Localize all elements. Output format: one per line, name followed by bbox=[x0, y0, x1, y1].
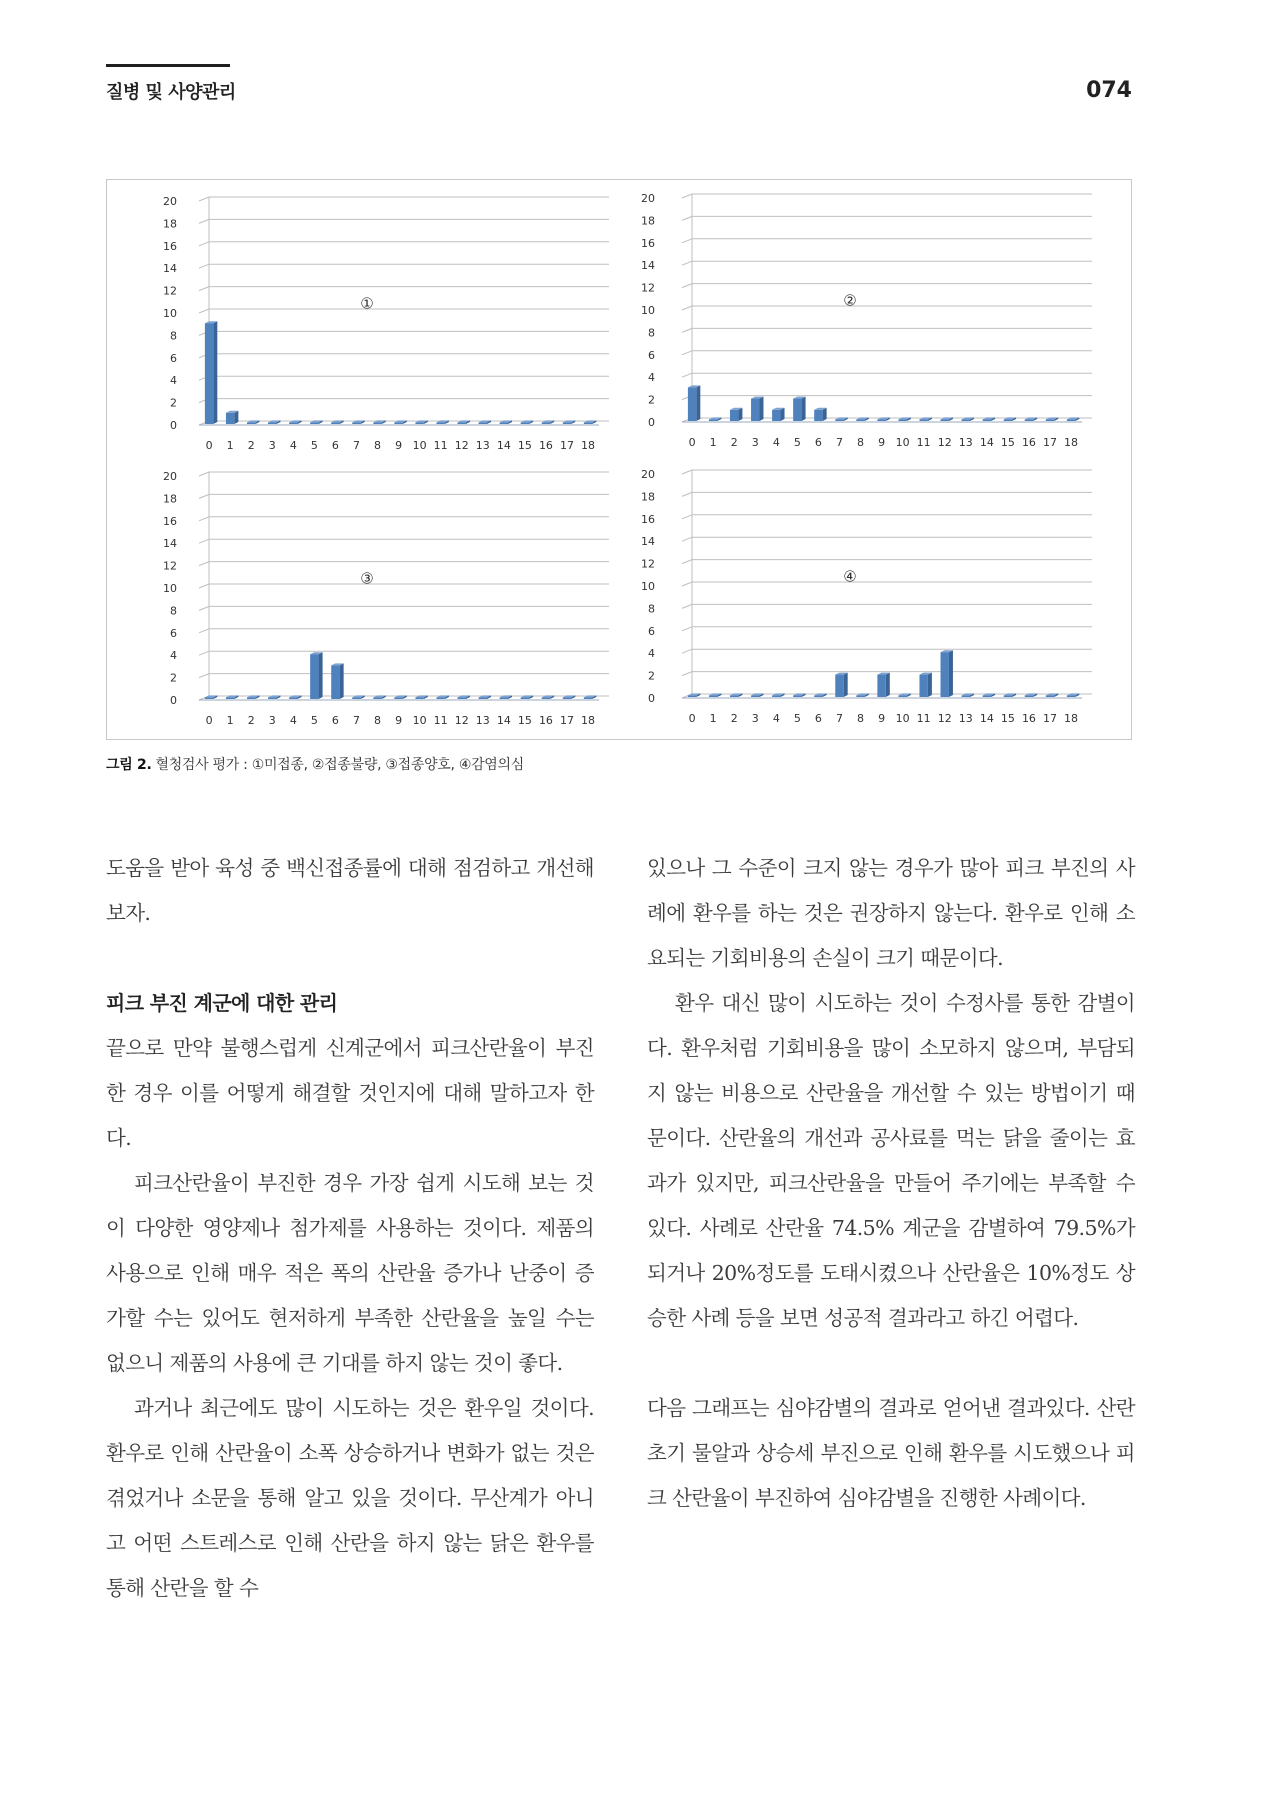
bar bbox=[941, 419, 949, 421]
bar-side bbox=[696, 385, 700, 421]
bar-side bbox=[802, 397, 806, 421]
x-tick-label: 10 bbox=[412, 439, 427, 452]
bar bbox=[394, 697, 402, 699]
bar bbox=[436, 422, 444, 424]
y-tick-label: 6 bbox=[648, 348, 655, 362]
x-tick-label: 2 bbox=[247, 714, 255, 727]
bar bbox=[877, 419, 885, 421]
panel-label: ① bbox=[360, 294, 374, 313]
y-tick-label: 2 bbox=[648, 393, 655, 407]
y-tick-label: 14 bbox=[641, 535, 655, 549]
gridline-slant bbox=[682, 284, 692, 288]
x-tick-label: 13 bbox=[958, 436, 973, 449]
bar bbox=[268, 422, 276, 424]
y-tick-label: 16 bbox=[163, 514, 177, 528]
bar bbox=[310, 422, 318, 424]
x-tick-label: 4 bbox=[772, 436, 780, 449]
gridline-slant bbox=[682, 194, 692, 198]
bar bbox=[373, 697, 381, 699]
y-tick-label: 6 bbox=[648, 624, 655, 638]
bar bbox=[331, 665, 339, 699]
bar bbox=[500, 697, 508, 699]
x-tick-label: 15 bbox=[517, 714, 532, 727]
gridline-slant bbox=[199, 674, 209, 678]
bar bbox=[542, 422, 550, 424]
bar bbox=[983, 695, 991, 697]
x-tick-label: 16 bbox=[1021, 712, 1036, 725]
bar bbox=[1046, 695, 1054, 697]
bar bbox=[268, 697, 276, 699]
x-tick-label: 4 bbox=[289, 439, 297, 452]
bar bbox=[563, 697, 571, 699]
x-tick-label: 6 bbox=[331, 439, 339, 452]
x-tick-label: 14 bbox=[496, 714, 511, 727]
x-tick-label: 0 bbox=[688, 712, 696, 725]
y-tick-label: 4 bbox=[170, 374, 177, 388]
gridline-slant bbox=[199, 219, 209, 223]
gridline-slant bbox=[682, 216, 692, 220]
left-paragraph-2: 끝으로 만약 불행스럽게 신계군에서 피크산란율이 부진한 경우 이를 어떻게 해결할 것인지에 대해 말하고자 한다. bbox=[106, 1036, 594, 1150]
y-tick-label: 0 bbox=[648, 692, 655, 705]
bar bbox=[793, 399, 801, 421]
bar bbox=[688, 387, 696, 421]
right-paragraph-3: 다음 그래프는 심야감별의 결과로 얻어낸 결과있다. 산란초기 물알과 상승세 부진으로 인해 환우를 시도했으나 피크 산란율이 부진하여 심야감별을 진행한 사례이다. bbox=[647, 1396, 1135, 1510]
bar bbox=[373, 422, 381, 424]
x-tick-label: 5 bbox=[793, 712, 801, 725]
x-tick-label: 6 bbox=[331, 714, 339, 727]
bar bbox=[226, 413, 234, 424]
gridline-slant bbox=[682, 515, 692, 519]
bar bbox=[688, 695, 696, 697]
x-tick-label: 3 bbox=[268, 714, 276, 727]
y-tick-label: 8 bbox=[170, 329, 177, 343]
bar bbox=[772, 410, 780, 421]
gridline-slant bbox=[199, 606, 209, 610]
gridline-slant bbox=[682, 560, 692, 564]
bar bbox=[709, 695, 717, 697]
y-tick-label: 16 bbox=[641, 236, 655, 250]
x-tick-label: 3 bbox=[751, 712, 759, 725]
bar bbox=[205, 323, 213, 424]
x-tick-label: 5 bbox=[310, 714, 318, 727]
x-tick-label: 1 bbox=[226, 439, 234, 452]
left-paragraph-3: 피크산란율이 부진한 경우 가장 쉽게 시도해 보는 것이 다양한 영양제나 첨가제를 사용하는 것이다. 제품의 사용으로 인해 매우 적은 폭의 산란율 증가나 난중이 증가할 수는 있어도 현저하게 부족한 산란율을 높일 수는 없으니 제품의 사용에 큰 기대를 하지 않는 것이 좋다. bbox=[106, 1171, 594, 1375]
x-tick-label: 1 bbox=[226, 714, 234, 727]
x-tick-label: 18 bbox=[581, 439, 596, 452]
bar-side bbox=[886, 673, 890, 697]
bar bbox=[205, 697, 213, 699]
bar-side bbox=[234, 411, 238, 424]
bar bbox=[458, 697, 466, 699]
x-tick-label: 17 bbox=[560, 439, 574, 452]
bar bbox=[772, 695, 780, 697]
bar bbox=[962, 419, 970, 421]
y-tick-label: 10 bbox=[163, 582, 177, 595]
y-tick-label: 0 bbox=[648, 416, 655, 429]
gridline-slant bbox=[682, 537, 692, 541]
x-tick-label: 1 bbox=[709, 712, 717, 725]
bar bbox=[962, 695, 970, 697]
bar bbox=[1067, 695, 1075, 697]
bar-side bbox=[781, 408, 785, 421]
y-tick-label: 12 bbox=[163, 559, 177, 573]
x-tick-label: 17 bbox=[560, 714, 574, 727]
bar bbox=[898, 695, 906, 697]
bar bbox=[289, 422, 297, 424]
y-tick-label: 18 bbox=[163, 217, 177, 231]
x-tick-label: 16 bbox=[538, 714, 553, 727]
x-tick-label: 15 bbox=[517, 439, 532, 452]
y-tick-label: 6 bbox=[170, 351, 177, 365]
x-tick-label: 12 bbox=[937, 436, 952, 449]
x-tick-label: 11 bbox=[916, 436, 931, 449]
bar bbox=[856, 419, 864, 421]
panel-label: ④ bbox=[843, 567, 857, 586]
x-tick-label: 5 bbox=[793, 436, 801, 449]
header-rule bbox=[106, 64, 230, 67]
gridline-slant bbox=[199, 562, 209, 566]
x-tick-label: 1 bbox=[709, 436, 717, 449]
x-tick-label: 17 bbox=[1043, 712, 1057, 725]
bar bbox=[352, 697, 360, 699]
panel-label: ③ bbox=[360, 569, 374, 588]
x-tick-label: 10 bbox=[895, 712, 910, 725]
x-tick-label: 4 bbox=[289, 714, 297, 727]
x-tick-label: 18 bbox=[1064, 712, 1079, 725]
gridline-slant bbox=[199, 494, 209, 498]
bar bbox=[941, 652, 949, 697]
x-tick-label: 12 bbox=[454, 439, 469, 452]
y-tick-label: 4 bbox=[648, 647, 655, 661]
bar bbox=[1067, 419, 1075, 421]
bar bbox=[542, 697, 550, 699]
x-tick-label: 2 bbox=[730, 712, 738, 725]
y-tick-label: 10 bbox=[163, 307, 177, 320]
section-heading: 피크 부진 계군에 대한 관리 bbox=[106, 991, 338, 1015]
gridline-slant bbox=[682, 627, 692, 631]
gridline-slant bbox=[682, 351, 692, 355]
x-tick-label: 13 bbox=[475, 714, 490, 727]
y-tick-label: 6 bbox=[170, 626, 177, 640]
x-tick-label: 8 bbox=[374, 714, 382, 727]
gridline-slant bbox=[199, 629, 209, 633]
gridline-slant bbox=[682, 470, 692, 474]
bar bbox=[310, 654, 318, 699]
x-tick-label: 6 bbox=[814, 436, 822, 449]
gridline-slant bbox=[199, 242, 209, 246]
y-tick-label: 12 bbox=[641, 557, 655, 571]
bar bbox=[247, 422, 255, 424]
x-tick-label: 4 bbox=[772, 712, 780, 725]
x-tick-label: 7 bbox=[352, 714, 360, 727]
page-number: 074 bbox=[1086, 78, 1132, 103]
bar bbox=[415, 422, 423, 424]
bar-side bbox=[319, 652, 323, 699]
x-tick-label: 17 bbox=[1043, 436, 1057, 449]
x-tick-label: 11 bbox=[433, 714, 448, 727]
x-tick-label: 15 bbox=[1000, 436, 1015, 449]
panel-label: ② bbox=[843, 291, 857, 310]
y-tick-label: 10 bbox=[641, 304, 655, 317]
gridline-slant bbox=[199, 584, 209, 588]
bar bbox=[563, 422, 571, 424]
y-tick-label: 20 bbox=[641, 468, 655, 481]
bar bbox=[500, 422, 508, 424]
y-tick-label: 14 bbox=[641, 259, 655, 273]
bar bbox=[983, 419, 991, 421]
gridline-slant bbox=[199, 287, 209, 291]
section-title: 질병 및 사양관리 bbox=[106, 82, 236, 103]
x-tick-label: 7 bbox=[835, 712, 843, 725]
x-tick-label: 14 bbox=[496, 439, 511, 452]
gridline-slant bbox=[682, 492, 692, 496]
bar bbox=[814, 695, 822, 697]
bar bbox=[1046, 419, 1054, 421]
x-tick-label: 9 bbox=[395, 714, 403, 727]
gridline-slant bbox=[199, 472, 209, 476]
x-tick-label: 18 bbox=[1064, 436, 1079, 449]
x-tick-label: 2 bbox=[247, 439, 255, 452]
bar bbox=[352, 422, 360, 424]
bar bbox=[584, 697, 592, 699]
right-column bbox=[647, 846, 1135, 1521]
y-tick-label: 20 bbox=[163, 470, 177, 483]
x-tick-label: 16 bbox=[1021, 436, 1036, 449]
y-tick-label: 20 bbox=[641, 192, 655, 205]
x-tick-label: 8 bbox=[857, 712, 865, 725]
bar bbox=[479, 422, 487, 424]
y-tick-label: 0 bbox=[170, 419, 177, 432]
bar bbox=[1025, 419, 1033, 421]
x-tick-label: 14 bbox=[979, 712, 994, 725]
gridline-slant bbox=[682, 328, 692, 332]
x-tick-label: 13 bbox=[958, 712, 973, 725]
figure-caption-label: 그림 2. bbox=[106, 757, 152, 773]
x-tick-label: 2 bbox=[730, 436, 738, 449]
bar-side bbox=[949, 650, 953, 697]
left-paragraph-4: 과거나 최근에도 많이 시도하는 것은 환우일 것이다. 환우로 인해 산란율이 소폭 상승하거나 변화가 없는 것은 겪었거나 소문을 통해 알고 있을 것이다. 무산계가 아니고 어떤 스트레스로 인해 산란을 하지 않는 닭은 환우를 통해 산란을 할 수 bbox=[106, 1396, 594, 1600]
y-tick-label: 18 bbox=[163, 492, 177, 506]
bar-side bbox=[823, 408, 827, 421]
gridline-slant bbox=[682, 373, 692, 377]
x-tick-label: 0 bbox=[205, 439, 213, 452]
bar-side bbox=[928, 673, 932, 697]
x-tick-label: 18 bbox=[581, 714, 596, 727]
y-tick-label: 18 bbox=[641, 214, 655, 228]
bar bbox=[919, 675, 927, 697]
right-paragraph-1: 있으나 그 수준이 크지 않는 경우가 많아 피크 부진의 사례에 환우를 하는 것은 권장하지 않는다. 환우로 인해 소요되는 기회비용의 손실이 크기 때문이다. bbox=[647, 856, 1135, 970]
y-tick-label: 18 bbox=[641, 490, 655, 504]
gridline-slant bbox=[199, 197, 209, 201]
y-tick-label: 4 bbox=[170, 649, 177, 663]
y-tick-label: 8 bbox=[170, 604, 177, 618]
bar bbox=[458, 422, 466, 424]
gridline-slant bbox=[682, 604, 692, 608]
bar bbox=[415, 697, 423, 699]
bar bbox=[521, 422, 529, 424]
y-tick-label: 4 bbox=[648, 371, 655, 385]
bar bbox=[877, 675, 885, 697]
bar-side bbox=[213, 321, 217, 424]
x-tick-label: 9 bbox=[878, 712, 886, 725]
bar bbox=[751, 399, 759, 421]
y-tick-label: 14 bbox=[163, 537, 177, 551]
bar-side bbox=[844, 673, 848, 697]
bar bbox=[247, 697, 255, 699]
gridline-slant bbox=[199, 539, 209, 543]
gridline-slant bbox=[682, 306, 692, 310]
bar bbox=[1025, 695, 1033, 697]
gridline-slant bbox=[682, 582, 692, 586]
x-tick-label: 13 bbox=[475, 439, 490, 452]
bar bbox=[814, 410, 822, 421]
x-tick-label: 10 bbox=[412, 714, 427, 727]
y-tick-label: 2 bbox=[648, 669, 655, 683]
y-tick-label: 14 bbox=[163, 262, 177, 276]
bar bbox=[521, 697, 529, 699]
bar bbox=[226, 697, 234, 699]
x-tick-label: 7 bbox=[352, 439, 360, 452]
right-paragraph-2: 환우 대신 많이 시도하는 것이 수정사를 통한 감별이다. 환우처럼 기회비용을 많이 소모하지 않으며, 부담되지 않는 비용으로 산란율을 개선할 수 있는 방법이기 때문이다. 산란율의 개선과 공사료를 먹는 닭을 줄이는 효과가 있지만, 피크산란율을 만들어 주기에는 부족할 수 있다. 사례로 산란율 74.5% 계군을 감별하여 79.5%가 되거나 20%정도를 도태시켰으나 산란율은 10%정도 상승한 사례 등을 보면 성공적 결과라고 하긴 어렵다. bbox=[647, 991, 1135, 1330]
bar bbox=[793, 695, 801, 697]
bar bbox=[730, 410, 738, 421]
x-tick-label: 6 bbox=[814, 712, 822, 725]
y-tick-label: 2 bbox=[170, 671, 177, 685]
x-tick-label: 5 bbox=[310, 439, 318, 452]
gridline-slant bbox=[199, 517, 209, 521]
bar-side bbox=[759, 397, 763, 421]
x-tick-label: 9 bbox=[878, 436, 886, 449]
y-tick-label: 8 bbox=[648, 602, 655, 616]
x-tick-label: 11 bbox=[433, 439, 448, 452]
y-tick-label: 16 bbox=[163, 239, 177, 253]
y-tick-label: 2 bbox=[170, 396, 177, 410]
bar bbox=[479, 697, 487, 699]
bar bbox=[584, 422, 592, 424]
gridline-slant bbox=[682, 261, 692, 265]
left-column bbox=[106, 846, 594, 1611]
x-tick-label: 8 bbox=[374, 439, 382, 452]
bar bbox=[898, 419, 906, 421]
bar-side bbox=[738, 408, 742, 421]
bar bbox=[436, 697, 444, 699]
bar bbox=[730, 695, 738, 697]
y-tick-label: 10 bbox=[641, 580, 655, 593]
bar bbox=[856, 695, 864, 697]
x-tick-label: 12 bbox=[454, 714, 469, 727]
y-tick-label: 12 bbox=[641, 281, 655, 295]
bar bbox=[331, 422, 339, 424]
x-tick-label: 14 bbox=[979, 436, 994, 449]
gridline-slant bbox=[682, 649, 692, 653]
x-tick-label: 7 bbox=[835, 436, 843, 449]
figure-caption-text: 혈청검사 평가 : ①미접종, ②접종불량, ③접종양호, ④감염의심 bbox=[155, 757, 524, 773]
bar bbox=[919, 419, 927, 421]
gridline-slant bbox=[199, 309, 209, 313]
x-tick-label: 12 bbox=[937, 712, 952, 725]
x-tick-label: 9 bbox=[395, 439, 403, 452]
y-tick-label: 16 bbox=[641, 512, 655, 526]
gridline-slant bbox=[199, 651, 209, 655]
bar bbox=[751, 695, 759, 697]
serology-charts bbox=[107, 180, 1131, 739]
left-paragraph-1: 도움을 받아 육성 중 백신접종률에 대해 점검하고 개선해보자. bbox=[106, 856, 594, 925]
y-tick-label: 0 bbox=[170, 694, 177, 707]
bar bbox=[1004, 695, 1012, 697]
y-tick-label: 20 bbox=[163, 195, 177, 208]
serology-figure bbox=[106, 179, 1132, 740]
bar bbox=[1004, 419, 1012, 421]
x-tick-label: 0 bbox=[688, 436, 696, 449]
bar bbox=[394, 422, 402, 424]
gridline-slant bbox=[682, 672, 692, 676]
bar bbox=[289, 697, 297, 699]
x-tick-label: 0 bbox=[205, 714, 213, 727]
x-tick-label: 10 bbox=[895, 436, 910, 449]
gridline-slant bbox=[682, 239, 692, 243]
x-tick-label: 3 bbox=[751, 436, 759, 449]
y-tick-label: 8 bbox=[648, 326, 655, 340]
bar bbox=[835, 675, 843, 697]
x-tick-label: 15 bbox=[1000, 712, 1015, 725]
figure-caption bbox=[106, 754, 524, 774]
x-tick-label: 11 bbox=[916, 712, 931, 725]
bar bbox=[835, 419, 843, 421]
bar bbox=[709, 419, 717, 421]
x-tick-label: 8 bbox=[857, 436, 865, 449]
gridline-slant bbox=[199, 264, 209, 268]
x-tick-label: 16 bbox=[538, 439, 553, 452]
y-tick-label: 12 bbox=[163, 284, 177, 298]
bar-side bbox=[340, 663, 344, 699]
x-tick-label: 3 bbox=[268, 439, 276, 452]
